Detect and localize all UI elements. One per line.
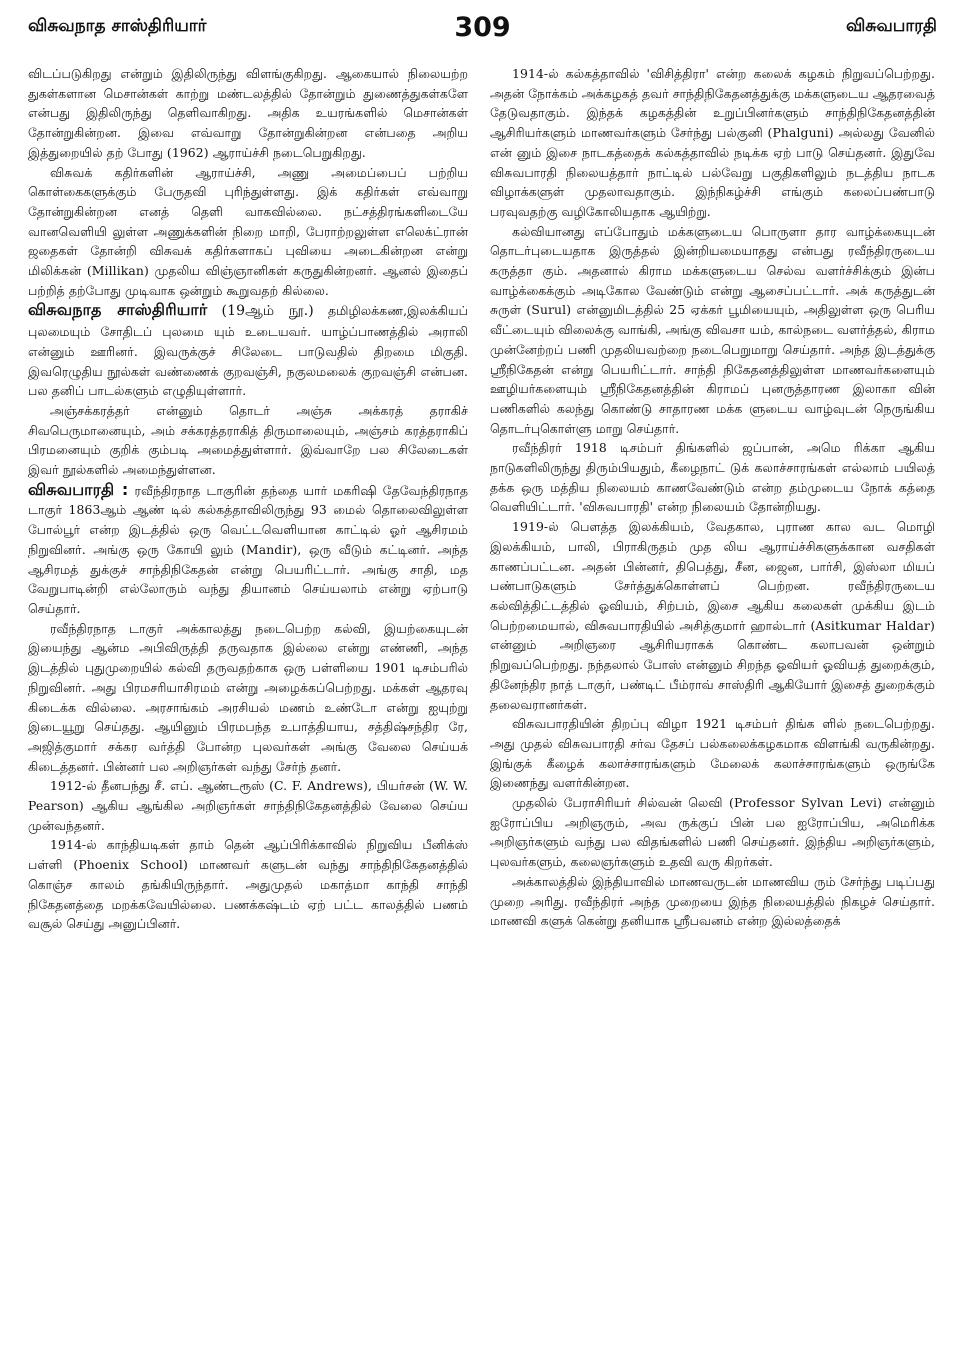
entry-text: தமிழிலக்கண,இலக்கியப் புலமையும் சோதிடப் புலமை யும் உடையவர். யாழ்ப்பாணத்தில் அராலி என்னும் ஊரினர். இவருக்குச் சிலேடை பாடுவதில் திறமை மிகுதி. இவரெழுதிய நூல்கள் வண்ணைக் குறவஞ்சி, நகுலமலைக் குறவஞ்சி என்பன. பல தனிப் பாடல்களும் எழுதியுள்ளார்.: [28, 303, 468, 399]
paragraph: 1914-ல் காந்தியடிகள் தாம் தென் ஆப்பிரிக்காவில் நிறுவிய பீனிக்ஸ் பள்ளி (Phoenix School) மாணவர் களுடன் வந்து சாந்திநிகேதனத்தில் கொஞ்ச காலம் தங்கியிருந்தார். அதுமுதல் மகாத்மா காந்தி சாந்தி நிகேதனத்தை மறக்கவேயில்லை. பணக்கஷ்டம் ஏற் பட்ட காலத்தில் பணம் வசூல் செய்து அனுப்பினர்.: [28, 837, 468, 932]
paragraph: விசுவக் கதிர்களின் ஆராய்ச்சி, அணு அமைப்பைப் பற்றிய கொள்கைகளுக்கும் பேருதவி புரிந்துள்ளது. இக் கதிர்கள் எவ்வாறு தோன்றுகின்றன எனத் தெளி வாகவில்லை. நட்சத்திரங்களிடையே வானவெளியி லுள்ள அணுக்களின் நிறை மாறி, பேராற்றலுள்ள எலெக்ட்ரான் ஜதைகள் தோன்றி விசுவக் கதிர்களாகப் புவியை அடைகின்றன என்று மிலிக்கன் (Millikan) முதலிய விஞ்ஞானிகள் கருதுகின்றனர். ஆனல் இதைப் பற்றித் தற்போது முடிவாக ஒன்றும் கூறுவதற் கில்லை.: [28, 164, 468, 298]
paragraph: முதலில் பேராசிரியர் சில்வன் லெவி (Professor Sylvan Levi) என்னும் ஐரோப்பிய அறிஞரும், அவ ருக்குப் பின் பல ஐரோப்பிய, அமெரிக்க அறிஞர்களும் வந்து பல விதங்களில் பணி செய்தனர். இந்திய அறிஞர்களும், புலவர்களும், கலைஞர்களும் உதவி வரு கிறர்கள்.: [490, 795, 935, 870]
left-column: [28, 64, 468, 1354]
entry-visvanatha-sastriyar: [28, 300, 468, 401]
paragraph: ரவீந்திரர் 1918 டிசம்பர் திங்களில் ஜப்பான், அமெ ரிக்கா ஆகிய நாடுகளிலிருந்து திரும்பியதும், கீழைநாட் டுக் கலாச்சாரங்கள் எல்லாம் பயிலத் தக்க ஒரு மத்திய நிலையம் காணவேண்டும் என்ற தம்முடைய நோக் கத்தை வெளியிட்டார். 'விசுவபாரதி' என்ற நிலையம் தோன்றியது.: [490, 440, 935, 515]
paragraph: விடப்படுகிறது என்றும் இதிலிருந்து விளங்குகிறது. ஆகையால் நிலையற்ற துகள்களான மெசான்கள் காற்று மண்டலத்தில் தோன்றும் துணைத்துகள்களே என்பது இதிலிருந்து தெளிவாகிறது. அதிக உயரங்களில் மெசான்கள் தோன்றுகின்றன. இவை எவ்வாறு தோன்றுகின்றன என்பதை அறிய இத்துறையில் தற் போது (1962) ஆராய்ச்சி நடைபெறுகிறது.: [28, 66, 468, 160]
page-header: [28, 12, 937, 52]
paragraph: அஞ்சக்கரத்தர் என்னும் தொடர் அஞ்சு அக்கரத் தராகிச் சிவபெருமானையும், அம் சக்கரத்தராகித் திருமாலையும், அஞ்சம் கரத்தராகிப் பிரமனையும் குறிக் கும்படி அமைத்துள்ளார். இவ்வாறே பல சிலேடைகள் இவர் நூல்களில் அமைந்துள்ளன.: [28, 402, 468, 478]
page-number: 309: [454, 12, 511, 43]
entry-era: (19ஆம் நூ.): [221, 303, 314, 320]
running-head-left: விசுவநாத சாஸ்திரியார்: [28, 16, 207, 36]
right-column: [490, 64, 935, 1354]
paragraph: விசுவபாரதியின் திறப்பு விழா 1921 டிசம்பர் திங்க ளில் நடைபெற்றது. அது முதல் விசுவபாரதி சர்வ தேசப் பல்கலைக்கழகமாக விளங்கி வருகின்றது. இங்குக் கீழைக் கலாச்சாரங்களும் மேலைக் கலாச்சாரங்களும் ஒருங்கே இணைந்து வளர்கின்றன.: [490, 716, 935, 791]
entry-title: விசுவநாத சாஸ்திரியார்: [28, 300, 208, 320]
entry-visvabharati: [28, 480, 468, 619]
paragraph: 1919-ல் பௌத்த இலக்கியம், வேதகால, புராண கால வட மொழி இலக்கியம், பாலி, பிராகிருதம் முத லிய ஆராய்ச்சிகளுக்கான வசதிகள் காணப்பட்டன. அதன் பின்னர், திபெத்து, சீன, ஜைன, பார்சி, இஸ்லா மியப் பண்பாடுகளும் சேர்த்துக்கொள்ளப் பெற்றன. ரவீந்திரருடைய கல்வித்திட்டத்தில் ஓவியம், சிற்பம், இசை ஆகிய கலைகள் முக்கிய இடம் பெற்றமையால், விசுவபாரதியில் அசித்குமார் ஹால்டார் (Asitkumar Haldar) என்னும் அறிஞரை ஆசிரியராகக் கொண்ட கலாபவன் ஒன்றும் நிறுவப்பெற்றது. நந்தலால் போஸ் என்னும் சிறந்த ஓவியர் ஓவியத் துறைக்கும், தினேந்திர நாத் டாகுர், பண்டிட் பீம்ராவ் சாஸ்திரி ஆகியோர் இசைத் துறைக்கும் தலைவரானர்கள்.: [490, 519, 935, 712]
paragraph: கல்வியானது எப்போதும் மக்களுடைய பொருளா தார வாழ்க்கையுடன் தொடர்புடையதாக இருத்தல் இன்றியமையாதது என்பது ரவீந்திரருடைய கருத்தா கும். அதனால் கிராம மக்களுடைய செல்வ வளர்ச்சிக்கும் இன்ப வாழ்க்கைக்கும் அடிகோல வேண்டும் என்று ஆசைப்பட்டார். அக் கருத்துடன் சுருள் (Surul) என்னுமிடத்தில் 25 ஏக்கர் பூமியையும், அதிலுள்ள ஒரு பெரிய வீட்டையும் விலைக்கு வாங்கி, அங்கு விவசா யம், கால்நடை வளர்த்தல், கிராம முன்னேற்றப் பணி முதலியவற்றை நடைபெறுமாறு செய்தார். அந்த இடத்துக்கு ஸ்ரீநிகேதன் என்று பெயரிட்டார். சாந்தி நிகேதனத்திலுள்ள மாணவர்களையும் ஊழியர்களையும் ஸ்ரீநிகேதனத்தின் கிராமப் புனருத்தாரண இலாகா வின் பணிகளில் கலந்து கொண்டு சாதாரண மக்க ளுடைய வாழ்வுடன் நெருங்கிய தொடர்புகொள்ளு மாறு செய்தார்.: [490, 223, 935, 436]
paragraph: ரவீந்திரநாத டாகுர் அக்காலத்து நடைபெற்ற கல்வி, இயற்கையுடன் இயைந்து ஆன்ம அபிவிருத்தி தருவதாக இல்லை என்று எண்ணி, அந்த இடத்தில் புதுமுறையில் கல்வி தருவதற்காக ஒரு பள்ளியை 1901 டிசம்பரில் நிறுவினர். அது பிரமசரியாசிரமம் என்று அழைக்கப்பெற்றது. மக்கள் ஆதரவு கிடைக்க வில்லை. அரசாங்கம் அரசியல் மணம் உண்டோ என்று ஐயுற்று இடையூறு செய்தது. ஆயினும் பிரமபந்த உபாத்தியாய, சத்திஷ்சந்திர ரே, அஜித்குமார் சக்கர வர்த்தி போன்ற புலவர்கள் அங்கு வேலை செய்யக் கிடைத்தனர். பின்னர் பல அறிஞர்கள் வந்து சேர்ந் தனர்.: [28, 620, 468, 774]
paragraph: 1914-ல் கல்கத்தாவில் 'விசித்திரா' என்ற கலைக் கழகம் நிறுவப்பெற்றது. அதன் நோக்கம் அக்கழகத் தவர் சாந்திநிகேதனத்துக்கு மக்களுடைய ஆதரவைத் தேடுவதாகும். இந்தக் கழகத்தின் உறுப்பினர்களும் சாந்திநிகேதனத்தின் ஆசிரியர்களும் மாணவர்களும் சேர்ந்து பல்குனி (Phalguni) அல்லது வேனில் என் னும் இசை நாடகத்தைக் கல்கத்தாவில் நடிக்க ஏற் பாடு செய்தனர். இதுவே விசுவபாரதி நிலையத்தார் நாட்டில் பல்வேறு பகுதிகளிலும் நடத்திய நாடக விழாக்களுள் முதலாவதாகும். இந்நிகழ்ச்சி எங்கும் கலைப்பண்பாடு பரவுவதற்கு வழிகோலியதாக ஆயிற்று.: [490, 66, 935, 219]
paragraph: அக்காலத்தில் இந்தியாவில் மாணவருடன் மாணவிய ரும் சேர்ந்து படிப்பது முறை அரிது. ரவீந்திரர் அந்த முறையை இந்த நிலையத்தில் நிகழச் செய்தார். மாணவி களுக் கென்று தனியாக ஸ்ரீபவனம் என்ற இல்லத்தைக்: [490, 873, 935, 929]
entry-title: விசுவபாரதி :: [28, 479, 129, 499]
paragraph: 1912-ல் தீனபந்து சீ. எப். ஆண்டரூஸ் (C. F. Andrews), பியர்சன் (W. W. Pearson) ஆகிய ஆங்கில அறிஞர்கள் சாந்திநிகேதனத்தில் வேலை செய்ய முன்வந்தனர்.: [28, 778, 468, 833]
entry-text: ரவீந்திரநாத டாகுரின் தந்தை யார் மகரிஷி தேவேந்திரநாத டாகுர் 1863ஆம் ஆண் டில் கல்கத்தாவிலிருந்து 93 மைல் தொலைவிலுள்ள போல்பூர் என்ற இடத்தில் ஒரு வெட்டவெளியான காட்டில் ஓர் ஆசிரமம் நிறுவினர். அங்கு ஒரு கோயி லும் (Mandir), ஒரு வீடும் கட்டினர். அந்த ஆசிரமத் துக்குச் சாந்திநிகேதன் என்று பெயரிட்டார். அங்கு சாதி, மத வேறுபாடின்றி எல்லோரும் வந்து தியானம் செய்யலாம் என்று ஏற்பாடு செய்தார்.: [28, 482, 468, 616]
running-head-right: விசுவபாரதி: [846, 16, 937, 36]
